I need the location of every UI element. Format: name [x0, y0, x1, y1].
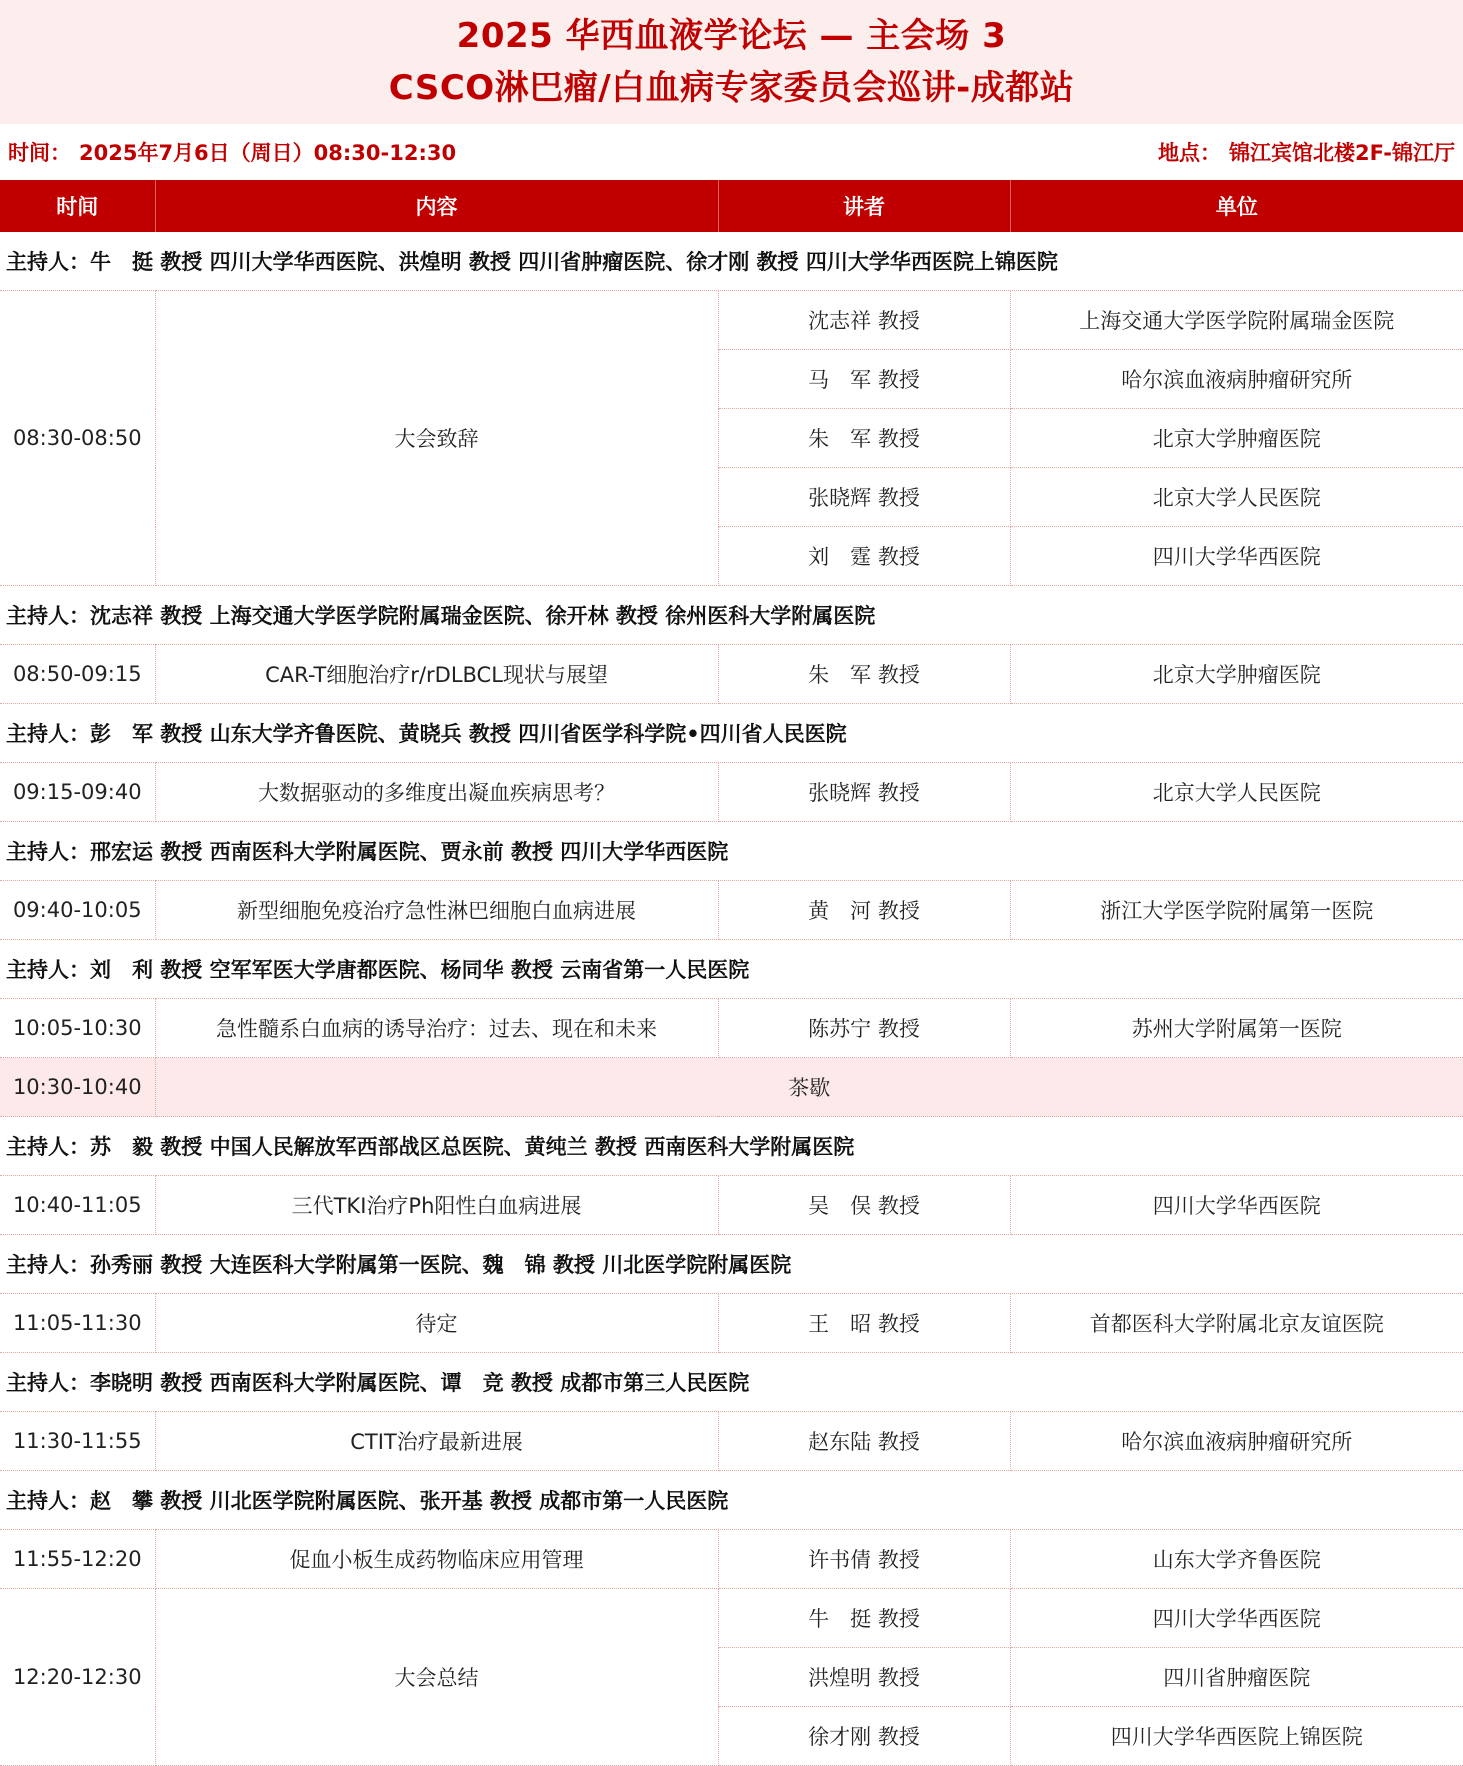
speaker-unit: 四川大学华西医院 — [1010, 1589, 1463, 1648]
session-content: 急性髓系白血病的诱导治疗：过去、现在和未来 — [155, 999, 718, 1058]
speaker-name: 沈志祥 教授 — [718, 291, 1010, 350]
agenda-table — [0, 180, 1463, 1766]
session-content: 新型细胞免疫治疗急性淋巴细胞白血病进展 — [155, 881, 718, 940]
session-time: 10:40-11:05 — [0, 1176, 155, 1235]
moderator-row — [0, 232, 1463, 291]
session-time: 09:40-10:05 — [0, 881, 155, 940]
speaker-name: 黄 河 教授 — [718, 881, 1010, 940]
event-time — [8, 137, 456, 167]
table-row — [0, 1412, 1463, 1471]
moderator-row — [0, 822, 1463, 881]
session-content: 大会致辞 — [155, 291, 718, 586]
speaker-unit: 哈尔滨血液病肿瘤研究所 — [1010, 350, 1463, 409]
moderator-text: 主持人：赵 攀 教授 川北医学院附属医院、张开基 教授 成都市第一人民医院 — [0, 1471, 1463, 1530]
page-title: 2025 华西血液学论坛 — 主会场 3 — [456, 16, 1007, 56]
session-time: 08:30-08:50 — [0, 291, 155, 586]
speaker-unit: 上海交通大学医学院附属瑞金医院 — [1010, 291, 1463, 350]
session-time: 09:15-09:40 — [0, 763, 155, 822]
speaker-name: 洪煌明 教授 — [718, 1648, 1010, 1707]
speaker-unit: 北京大学肿瘤医院 — [1010, 645, 1463, 704]
session-content: 三代TKI治疗Ph阳性白血病进展 — [155, 1176, 718, 1235]
speaker-name: 赵东陆 教授 — [718, 1412, 1010, 1471]
table-header-row — [0, 180, 1463, 232]
session-time: 11:55-12:20 — [0, 1530, 155, 1589]
speaker-name: 朱 军 教授 — [718, 645, 1010, 704]
break-row — [0, 1058, 1463, 1117]
speaker-name: 徐才刚 教授 — [718, 1707, 1010, 1766]
speaker-name: 吴 俣 教授 — [718, 1176, 1010, 1235]
column-header-content: 内容 — [155, 180, 718, 232]
session-time: 08:50-09:15 — [0, 645, 155, 704]
table-row — [0, 881, 1463, 940]
moderator-text: 主持人：苏 毅 教授 中国人民解放军西部战区总医院、黄纯兰 教授 西南医科大学附属医院 — [0, 1117, 1463, 1176]
time-label: 时间： — [8, 141, 71, 165]
table-row — [0, 1294, 1463, 1353]
moderator-text: 主持人：彭 军 教授 山东大学齐鲁医院、黄晓兵 教授 四川省医学科学院•四川省人民医院 — [0, 704, 1463, 763]
event-venue — [1158, 137, 1455, 167]
moderator-row — [0, 1471, 1463, 1530]
event-info-bar — [0, 124, 1463, 180]
moderator-row — [0, 1235, 1463, 1294]
moderator-row — [0, 704, 1463, 763]
table-row — [0, 1176, 1463, 1235]
moderator-text: 主持人：邢宏运 教授 西南医科大学附属医院、贾永前 教授 四川大学华西医院 — [0, 822, 1463, 881]
moderator-text: 主持人：牛 挺 教授 四川大学华西医院、洪煌明 教授 四川省肿瘤医院、徐才刚 教授 四川大学华西医院上锦医院 — [0, 232, 1463, 291]
venue-label: 地点： — [1157, 141, 1221, 165]
session-content: 促血小板生成药物临床应用管理 — [155, 1530, 718, 1589]
moderator-text: 主持人：李晓明 教授 西南医科大学附属医院、谭 竞 教授 成都市第三人民医院 — [0, 1353, 1463, 1412]
moderator-row — [0, 940, 1463, 999]
speaker-name: 张晓辉 教授 — [718, 468, 1010, 527]
table-row — [0, 763, 1463, 822]
column-header-speaker: 讲者 — [718, 180, 1010, 232]
speaker-unit: 四川省肿瘤医院 — [1010, 1648, 1463, 1707]
session-time: 12:20-12:30 — [0, 1589, 155, 1766]
speaker-unit: 四川大学华西医院 — [1010, 527, 1463, 586]
session-time: 11:05-11:30 — [0, 1294, 155, 1353]
session-content: 大数据驱动的多维度出凝血疾病思考？ — [155, 763, 718, 822]
speaker-unit: 四川大学华西医院 — [1010, 1176, 1463, 1235]
break-time: 10:30-10:40 — [0, 1058, 155, 1117]
moderator-row — [0, 1117, 1463, 1176]
table-row — [0, 291, 1463, 350]
session-content: 大会总结 — [155, 1589, 718, 1766]
session-time: 11:30-11:55 — [0, 1412, 155, 1471]
moderator-row — [0, 1353, 1463, 1412]
session-content: CAR-T细胞治疗r/rDLBCL现状与展望 — [155, 645, 718, 704]
column-header-time: 时间 — [0, 180, 155, 232]
moderator-text: 主持人：沈志祥 教授 上海交通大学医学院附属瑞金医院、徐开林 教授 徐州医科大学附属医院 — [0, 586, 1463, 645]
speaker-unit: 四川大学华西医院上锦医院 — [1010, 1707, 1463, 1766]
column-header-unit: 单位 — [1010, 180, 1463, 232]
speaker-unit: 首都医科大学附属北京友谊医院 — [1010, 1294, 1463, 1353]
speaker-name: 许书倩 教授 — [718, 1530, 1010, 1589]
session-time: 10:05-10:30 — [0, 999, 155, 1058]
session-content: CTIT治疗最新进展 — [155, 1412, 718, 1471]
speaker-unit: 哈尔滨血液病肿瘤研究所 — [1010, 1412, 1463, 1471]
speaker-unit: 北京大学人民医院 — [1010, 468, 1463, 527]
table-row — [0, 1530, 1463, 1589]
speaker-name: 张晓辉 教授 — [718, 763, 1010, 822]
speaker-unit: 浙江大学医学院附属第一医院 — [1010, 881, 1463, 940]
page-subtitle: CSCO淋巴瘤/白血病专家委员会巡讲-成都站 — [388, 68, 1075, 108]
break-label: 茶歇 — [155, 1058, 1463, 1117]
speaker-name: 陈苏宁 教授 — [718, 999, 1010, 1058]
speaker-name: 朱 军 教授 — [718, 409, 1010, 468]
moderator-row — [0, 586, 1463, 645]
speaker-name: 刘 霆 教授 — [718, 527, 1010, 586]
moderator-text: 主持人：孙秀丽 教授 大连医科大学附属第一医院、魏 锦 教授 川北医学院附属医院 — [0, 1235, 1463, 1294]
speaker-name: 王 昭 教授 — [718, 1294, 1010, 1353]
speaker-unit: 北京大学肿瘤医院 — [1010, 409, 1463, 468]
speaker-unit: 北京大学人民医院 — [1010, 763, 1463, 822]
venue-value: 锦江宾馆北楼2F-锦江厅 — [1228, 141, 1455, 165]
agenda-header — [0, 0, 1463, 124]
moderator-text: 主持人：刘 利 教授 空军军医大学唐都医院、杨同华 教授 云南省第一人民医院 — [0, 940, 1463, 999]
table-row — [0, 1589, 1463, 1648]
table-row — [0, 645, 1463, 704]
session-content: 待定 — [155, 1294, 718, 1353]
speaker-unit: 苏州大学附属第一医院 — [1010, 999, 1463, 1058]
speaker-name: 牛 挺 教授 — [718, 1589, 1010, 1648]
time-value: 2025年7月6日（周日）08:30-12:30 — [79, 141, 457, 165]
speaker-unit: 山东大学齐鲁医院 — [1010, 1530, 1463, 1589]
table-row — [0, 999, 1463, 1058]
speaker-name: 马 军 教授 — [718, 350, 1010, 409]
